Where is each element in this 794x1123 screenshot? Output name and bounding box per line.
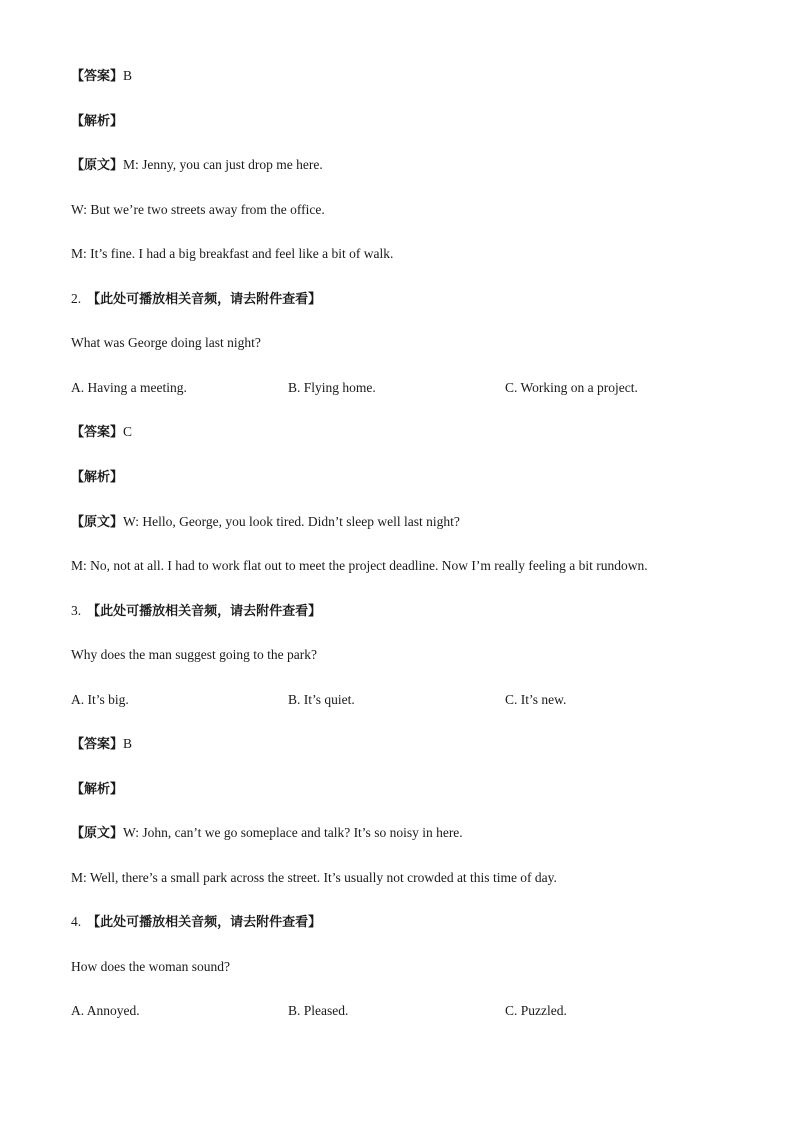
q2-option-c: C. Working on a project. xyxy=(505,380,638,395)
q3-transcript-line-1: 【原文】W: John, can’t we go someplace and talk? It’s so noisy in here. xyxy=(71,825,463,841)
answer-label: 【答案】 xyxy=(71,69,124,84)
q4-option-a: A. Annoyed. xyxy=(71,1003,140,1018)
q3-analysis-line: 【解析】 xyxy=(71,782,124,797)
q2-option-b: B. Flying home. xyxy=(288,380,376,395)
q4-question: How does the woman sound? xyxy=(71,959,230,974)
q2-analysis-line: 【解析】 xyxy=(71,470,124,485)
q3-transcript-line-2: M: Well, there’s a small park across the street. It’s usually not crowded at this time of day. xyxy=(71,870,557,885)
q4-audio-note: 【此处可播放相关音频，请去附件查看】 xyxy=(87,915,322,930)
q4-option-b: B. Pleased. xyxy=(288,1003,349,1018)
q2-audio-note: 【此处可播放相关音频，请去附件查看】 xyxy=(87,292,322,307)
q3-audio-note: 【此处可播放相关音频，请去附件查看】 xyxy=(87,604,322,619)
q1-transcript-line-3: M: It’s fine. I had a big breakfast and feel like a bit of walk. xyxy=(71,246,394,261)
q3-option-c: C. It’s new. xyxy=(505,692,567,707)
q1-analysis-line xyxy=(71,112,123,131)
q2-answer-value: C xyxy=(123,424,133,439)
q2-question: What was George doing last night? xyxy=(71,335,261,350)
q1-transcript-line-2: W: But we’re two streets away from the office. xyxy=(71,202,325,217)
q1-transcript-line-1: 【原文】M: Jenny, you can just drop me here. xyxy=(71,157,323,173)
q2-heading xyxy=(71,290,321,309)
q4-number: 4. xyxy=(71,914,82,929)
q4-heading xyxy=(71,913,321,932)
q3-heading xyxy=(71,602,321,621)
q3-answer-value: B xyxy=(123,736,133,751)
q2-answer-line: 【答案】C xyxy=(71,424,133,440)
q2-option-a: A. Having a meeting. xyxy=(71,380,187,395)
q2-number: 2. xyxy=(71,291,82,306)
q3-question: Why does the man suggest going to the park? xyxy=(71,647,317,662)
q3-answer-line: 【答案】B xyxy=(71,736,133,752)
q1-answer-value: B xyxy=(123,68,133,83)
transcript-label: 【原文】 xyxy=(71,158,124,173)
analysis-label: 【解析】 xyxy=(71,114,124,129)
q2-transcript-line-1: 【原文】W: Hello, George, you look tired. Didn’t sleep well last night? xyxy=(71,514,460,530)
q3-option-b: B. It’s quiet. xyxy=(288,692,355,707)
q2-transcript-line-2: M: No, not at all. I had to work flat out to meet the project deadline. Now I’m really feeling a bit rundown. xyxy=(71,558,648,573)
q4-option-c: C. Puzzled. xyxy=(505,1003,567,1018)
q1-answer-line xyxy=(71,67,132,86)
q3-number: 3. xyxy=(71,603,82,618)
q3-option-a: A. It’s big. xyxy=(71,692,129,707)
